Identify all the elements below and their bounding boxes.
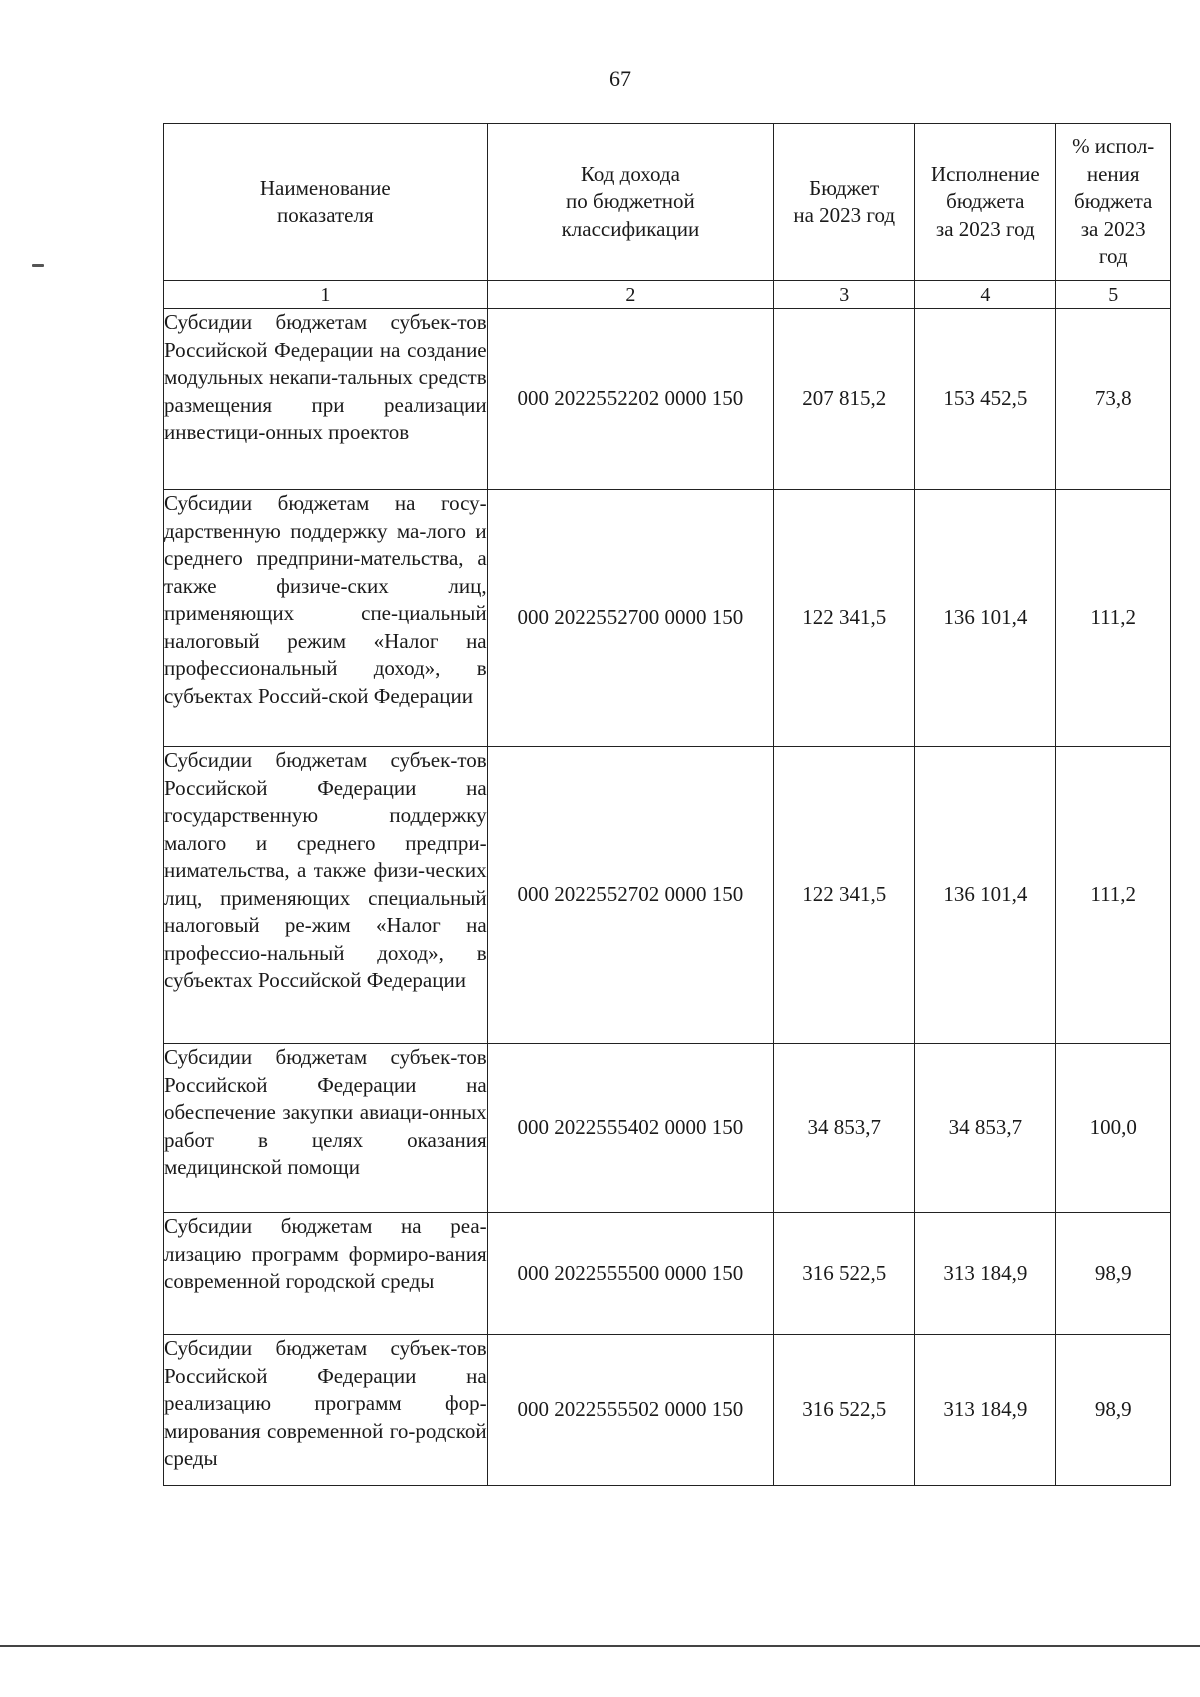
- table-row: [164, 490, 1171, 747]
- indicator-name: Субсидии бюджетам на госу-дарственную поддержку ма-лого и среднего предприни-мательства, а также физиче-ских лиц, применяющих спе-циальный налоговый режим «Налог на профессиональный доход», в субъектах Россий-ской Федерации: [164, 490, 488, 747]
- header-budget: Бюджет на 2023 год: [774, 124, 915, 281]
- execution-value: 153 452,5: [915, 309, 1056, 490]
- table-row: [164, 1335, 1171, 1486]
- header-row: [164, 124, 1171, 281]
- indicator-name: Субсидии бюджетам субъек-тов Российской Федерации на реализацию программ фор-мирования современной го-родской среды: [164, 1335, 488, 1486]
- indicator-name: Субсидии бюджетам субъек-тов Российской Федерации на создание модульных некапи-тальных средств размещения при реализации инвестици-онных проектов: [164, 309, 488, 490]
- execution-percent: 98,9: [1056, 1335, 1171, 1486]
- scan-mark: [32, 264, 44, 267]
- indicator-name: Субсидии бюджетам на реа-лизацию программ формиро-вания современной городской среды: [164, 1213, 488, 1335]
- execution-value: 313 184,9: [915, 1213, 1056, 1335]
- table-row: [164, 1213, 1171, 1335]
- budget-value: 122 341,5: [774, 747, 915, 1044]
- budget-value: 122 341,5: [774, 490, 915, 747]
- column-number: 5: [1056, 281, 1171, 309]
- budget-value: 316 522,5: [774, 1335, 915, 1486]
- revenue-code: 000 2022555500 0000 150: [487, 1213, 774, 1335]
- revenue-code: 000 2022552702 0000 150: [487, 747, 774, 1044]
- budget-value: 34 853,7: [774, 1044, 915, 1213]
- column-number: 4: [915, 281, 1056, 309]
- column-number: 3: [774, 281, 915, 309]
- column-number: 1: [164, 281, 488, 309]
- bottom-rule: [0, 1645, 1200, 1647]
- header-percent: % испол- нения бюджета за 2023 год: [1056, 124, 1171, 281]
- budget-value: 316 522,5: [774, 1213, 915, 1335]
- execution-percent: 111,2: [1056, 490, 1171, 747]
- table-row: [164, 309, 1171, 490]
- budget-execution-table: [163, 123, 1171, 1486]
- execution-value: 313 184,9: [915, 1335, 1056, 1486]
- execution-percent: 98,9: [1056, 1213, 1171, 1335]
- execution-percent: 111,2: [1056, 747, 1171, 1044]
- table-row: [164, 747, 1171, 1044]
- budget-value: 207 815,2: [774, 309, 915, 490]
- table-row: [164, 1044, 1171, 1213]
- revenue-code: 000 2022555402 0000 150: [487, 1044, 774, 1213]
- column-number: 2: [487, 281, 774, 309]
- execution-value: 34 853,7: [915, 1044, 1056, 1213]
- column-number-row: [164, 281, 1171, 309]
- header-name: Наименование показателя: [164, 124, 488, 281]
- revenue-code: 000 2022555502 0000 150: [487, 1335, 774, 1486]
- execution-percent: 73,8: [1056, 309, 1171, 490]
- indicator-name: Субсидии бюджетам субъек-тов Российской Федерации на государственную поддержку малого и среднего предпри-нимательства, а также физи-ческих лиц, применяющих специальный налоговый ре-жим «Налог на профессио-нальный доход», в субъектах Российской Федерации: [164, 747, 488, 1044]
- execution-value: 136 101,4: [915, 747, 1056, 1044]
- revenue-code: 000 2022552700 0000 150: [487, 490, 774, 747]
- indicator-name: Субсидии бюджетам субъек-тов Российской Федерации на обеспечение закупки авиаци-онных работ в целях оказания медицинской помощи: [164, 1044, 488, 1213]
- execution-value: 136 101,4: [915, 490, 1056, 747]
- revenue-code: 000 2022552202 0000 150: [487, 309, 774, 490]
- execution-percent: 100,0: [1056, 1044, 1171, 1213]
- header-code: Код дохода по бюджетной классификации: [487, 124, 774, 281]
- page-number: 67: [609, 66, 631, 91]
- header-execution: Исполнение бюджета за 2023 год: [915, 124, 1056, 281]
